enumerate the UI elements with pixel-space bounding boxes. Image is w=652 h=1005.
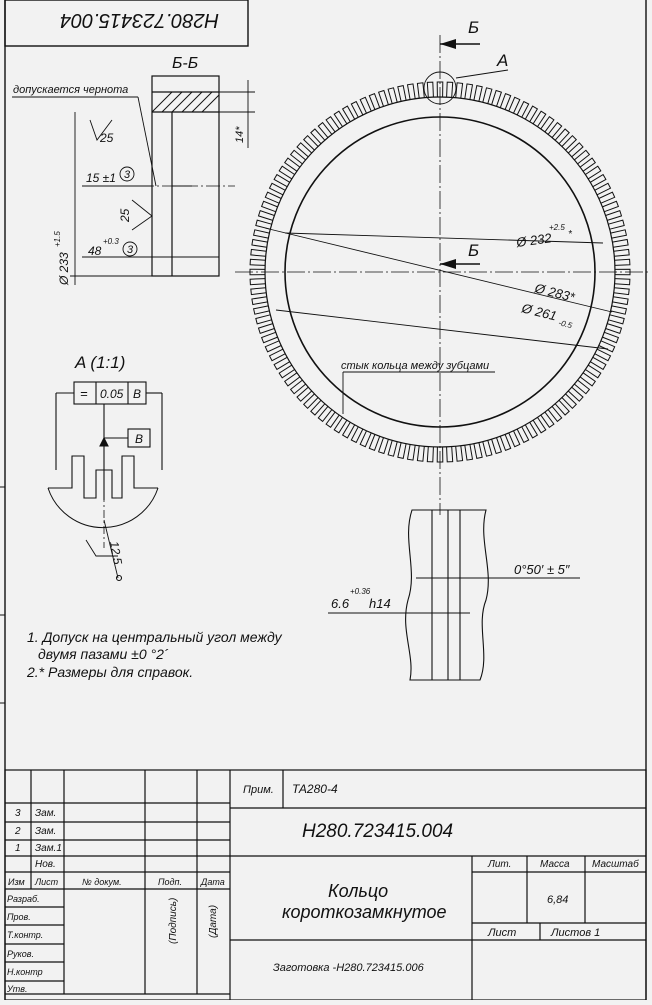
frame-symbol: =: [80, 386, 88, 401]
dim-48-tol: +0.3: [103, 237, 119, 246]
ring-tooth: [427, 82, 433, 97]
ring-tooth: [492, 438, 502, 454]
sheet-label: Лист: [488, 927, 517, 939]
dim-233: Ø 233: [57, 252, 71, 285]
ring-tooth: [398, 86, 406, 102]
ring-tooth: [474, 86, 482, 102]
frame-datum: B: [133, 387, 142, 401]
section-view: [12, 76, 255, 285]
ring-tooth: [388, 440, 397, 456]
ring-tooth: [360, 431, 371, 447]
mass-label: Масса: [540, 859, 570, 870]
joint-note: стык кольца между зубцами: [341, 360, 490, 372]
head-sign: Подп.: [158, 877, 182, 887]
dim-233-tol: +1.5: [53, 231, 62, 247]
ring-tooth: [500, 94, 510, 110]
ring-tooth: [615, 279, 630, 285]
rev-label-2: Зам.: [35, 826, 57, 837]
ring-tooth: [270, 349, 286, 361]
dim-14: 14*: [234, 126, 246, 143]
ring-tooth: [270, 183, 286, 195]
ring-tooth: [614, 288, 629, 295]
tooth-width-fit: h14: [369, 596, 391, 611]
role-3: Т.контр.: [7, 930, 44, 940]
ring-view: [235, 35, 648, 515]
dim-48-marker: [123, 242, 137, 256]
ring-tooth: [447, 447, 453, 462]
role-6: Утв.: [7, 984, 28, 994]
ring-tooth: [602, 201, 618, 211]
detail-roughness: 12.5: [107, 540, 125, 566]
ring-tooth: [251, 249, 266, 256]
rev-label-4: Нов.: [35, 859, 56, 870]
ring-tooth: [611, 230, 627, 238]
ring-tooth: [599, 192, 615, 203]
ring-tooth: [417, 83, 424, 98]
ring-tooth: [606, 211, 622, 221]
ring-tooth: [379, 91, 389, 107]
head-izm: Изм: [8, 877, 25, 887]
ring-tooth: [517, 427, 529, 443]
designation: Н280.723415.004: [302, 821, 454, 842]
ring-tooth: [595, 349, 611, 361]
tooth-angle: 0°50′ ± 5″: [514, 562, 570, 577]
rev-num-3: 1: [15, 843, 21, 854]
ring-tooth: [262, 332, 278, 342]
rev-num-1: 3: [15, 808, 21, 819]
lit-label: Лит.: [488, 859, 512, 870]
d261-tol: -0.5: [557, 318, 574, 331]
scale-label: Масштаб: [592, 859, 639, 870]
ring-tooth: [369, 434, 379, 450]
note-1b: двумя пазами ±0 °2´: [38, 646, 169, 662]
ring-tooth: [483, 440, 492, 456]
ring-tooth: [262, 201, 278, 211]
dim-48-mark: 3: [127, 244, 134, 256]
ring-tooth: [250, 279, 265, 285]
ring-tooth: [456, 83, 463, 98]
ring-tooth: [351, 102, 363, 118]
cut-letter-mid: Б: [468, 241, 480, 260]
ring-tooth: [483, 88, 492, 104]
detail-title: A (1:1): [75, 353, 126, 372]
ring-tooth: [360, 97, 371, 113]
blank-note: Заготовка -Н280.723415.006: [273, 962, 424, 974]
dim-15-marker: [120, 167, 134, 181]
rev-label-3: Зам.1: [35, 843, 62, 854]
head-list: Лист: [35, 877, 59, 887]
role-2: Пров.: [7, 912, 31, 922]
ring-tooth: [388, 88, 397, 104]
sheets-label: Листов 1: [551, 927, 601, 939]
head-doc: № докум.: [82, 877, 122, 887]
d232: Ø 232: [515, 230, 553, 250]
tooth-width: 6.6: [331, 596, 350, 611]
ring-tooth: [351, 427, 363, 443]
ring-tooth: [611, 306, 627, 314]
prim-label: Прим.: [243, 784, 274, 796]
ring-tooth: [614, 249, 629, 256]
frame-value: 0.05: [100, 387, 124, 401]
dim-48: 48: [88, 244, 102, 258]
ring-tooth: [465, 444, 473, 460]
ring-tooth: [252, 240, 268, 248]
ring-tooth: [379, 438, 389, 454]
ring-tooth: [615, 259, 630, 265]
ring-tooth: [265, 341, 281, 352]
ring-tooth: [256, 220, 272, 229]
ring-tooth: [465, 84, 473, 100]
ring-tooth: [259, 211, 275, 221]
ring-tooth: [612, 240, 628, 248]
ring-tooth: [265, 192, 281, 203]
section-roughness-top: 25: [100, 131, 114, 145]
ring-tooth: [456, 446, 463, 461]
ring-tooth: [259, 324, 275, 334]
tooth-width-tol: +0.36: [350, 587, 371, 596]
ring-tooth: [251, 288, 266, 295]
d232-star: *: [568, 229, 572, 240]
date-vertical: (Дата): [208, 904, 219, 938]
ring-tooth: [599, 341, 615, 352]
ring-tooth: [474, 443, 482, 459]
ring-tooth: [254, 306, 270, 314]
ring-tooth: [500, 434, 510, 450]
ring-tooth: [447, 82, 453, 97]
datum-letter: B: [135, 432, 144, 446]
ring-tooth: [408, 84, 416, 100]
role-1: Разраб.: [7, 894, 40, 904]
ring-tooth: [254, 230, 270, 238]
ring-tooth: [417, 446, 424, 461]
cut-letter-top: Б: [468, 18, 480, 37]
role-4: Руков.: [7, 949, 34, 959]
ring-tooth: [612, 297, 628, 305]
prim-value: ТА280-4: [292, 782, 338, 796]
role-5: Н.контр: [7, 967, 43, 977]
section-roughness-side: 25: [118, 208, 132, 222]
ring-tooth: [509, 97, 520, 113]
ring-tooth: [509, 431, 520, 447]
mass-value: 6,84: [547, 894, 569, 906]
ring-tooth: [427, 447, 433, 462]
dim-15: 15 ±1: [86, 171, 116, 185]
ring-tooth: [608, 220, 624, 229]
note-1: 1. Допуск на центральный угол между: [27, 629, 282, 645]
ring-tooth: [608, 315, 624, 324]
ring-tooth: [606, 324, 622, 334]
ring-tooth: [408, 444, 416, 460]
section-title: Б-Б: [172, 55, 199, 72]
d261: Ø 261: [520, 300, 559, 324]
detail-letter: A: [497, 51, 509, 70]
ring-tooth: [369, 94, 379, 110]
ring-tooth: [492, 91, 502, 107]
sign-vertical: (Подпись): [168, 897, 179, 944]
dim-15-mark: 3: [124, 169, 131, 181]
ring-tooth: [250, 259, 265, 265]
d283: Ø 283*: [533, 280, 577, 305]
d232-tol: +2.5: [549, 223, 565, 232]
ring-tooth: [252, 297, 268, 305]
note-2: 2.* Размеры для справок.: [27, 664, 194, 680]
ring-tooth: [517, 102, 529, 118]
top-stamp-code-display: H280.723415.004: [60, 9, 220, 31]
ring-tooth: [595, 183, 611, 195]
head-date: Дата: [201, 877, 225, 887]
part-name-line2: короткозамкнутое: [282, 902, 447, 922]
blackness-note: допускается чернота: [13, 84, 129, 96]
ring-tooth: [602, 332, 618, 342]
detail-view: [48, 382, 162, 581]
rev-num-2: 2: [15, 826, 21, 837]
rev-label-1: Зам.: [35, 808, 57, 819]
ring-tooth: [398, 443, 406, 459]
ring-tooth: [256, 315, 272, 324]
part-name-line1: Кольцо: [328, 881, 389, 901]
